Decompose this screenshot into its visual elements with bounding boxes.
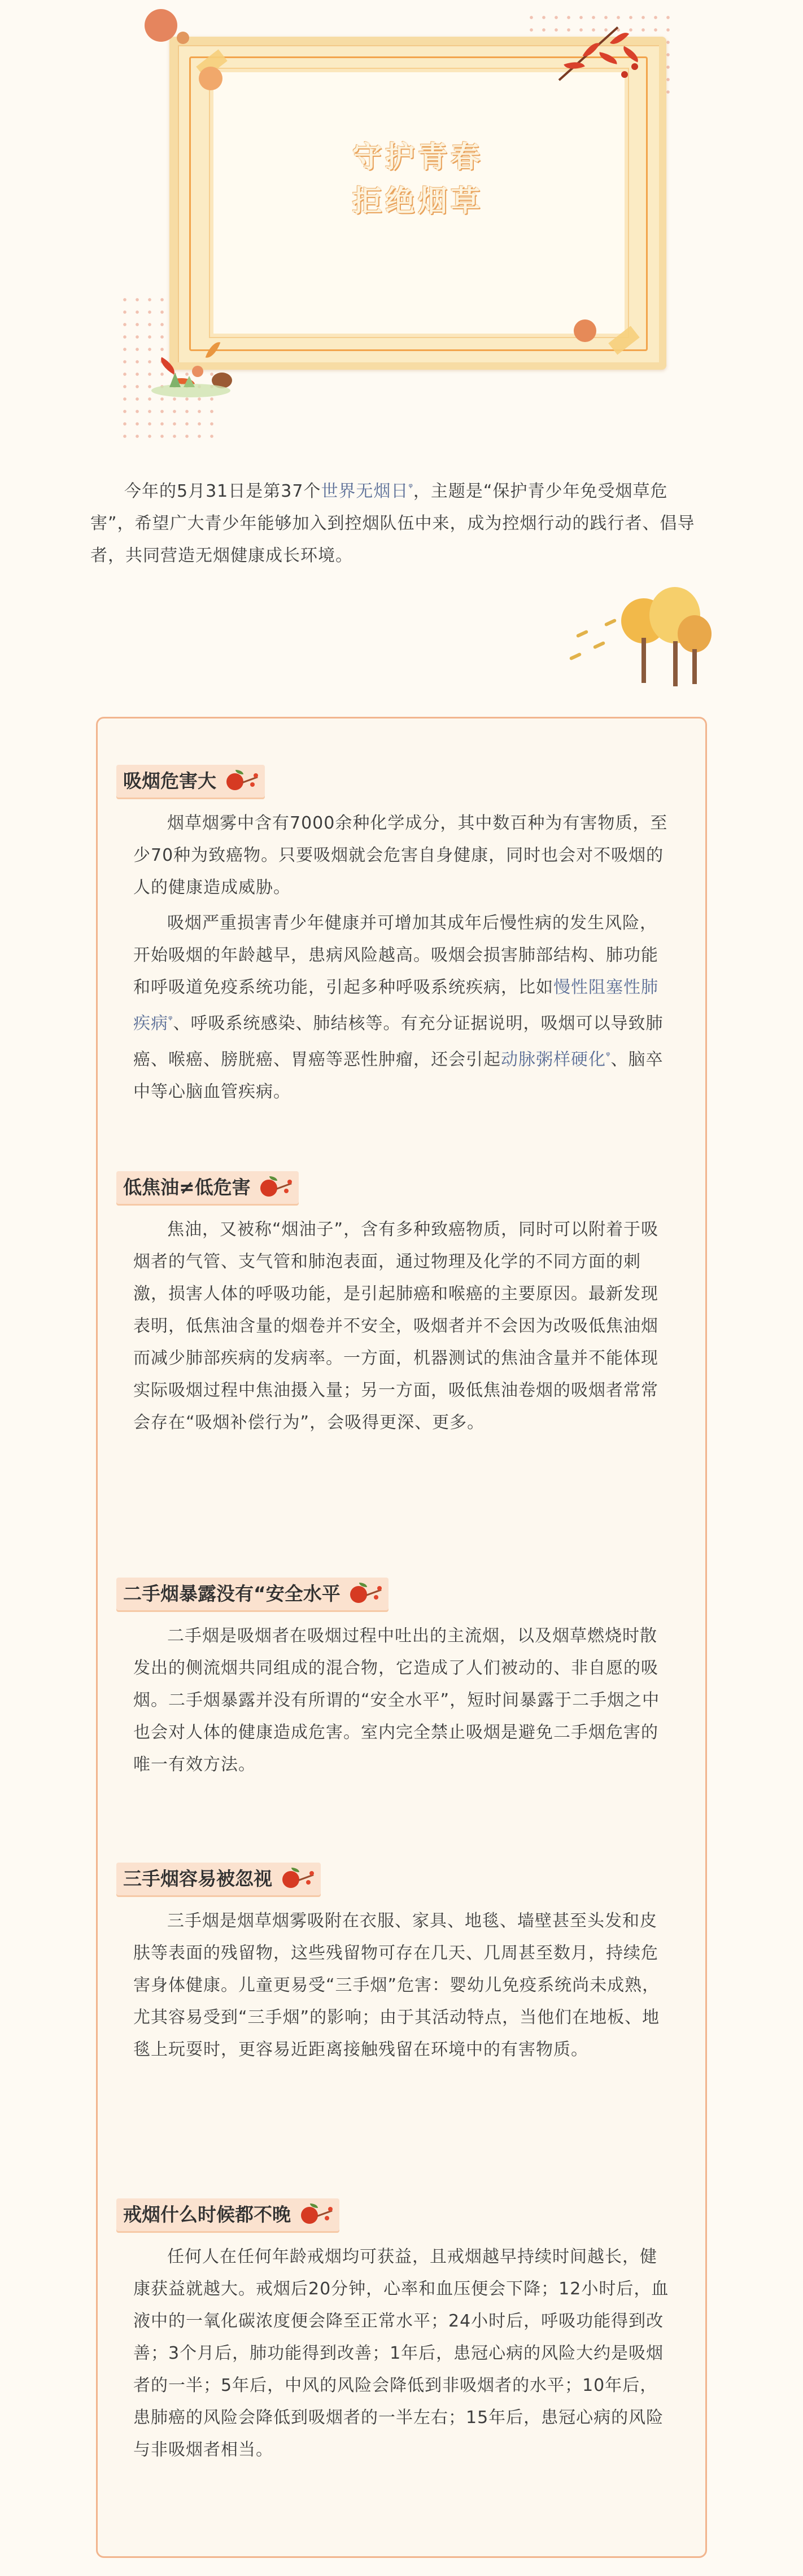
apple-icon	[225, 771, 259, 794]
paragraph-text: 、呼吸系统感染、肺结核等。有充分证据说明，吸烟可以导致肺癌、喉癌、膀胱癌、胃癌等恶性肿瘤，还会引起	[133, 1014, 664, 1070]
paragraph: 焦油，又被称“烟油子”，含有多种致癌物质，同时可以附着于吸烟者的气管、支气管和肺泡表面，通过物理及化学的不同方面的刺激，损害人体的呼吸功能，是引起肺癌和喉癌的主要原因。最新发现表明，低焦油含量的烟卷并不安全，吸烟者并不会因为改吸低焦油烟而减少肺部疾病的发病率。一方面，机器测试的焦油含量并不能体现实际吸烟过程中焦油摄入量；另一方面，吸低焦油卷烟的吸烟者常常会存在“吸烟补偿行为”，会吸得更深、更多。	[133, 1220, 659, 1432]
banner-title	[209, 135, 627, 224]
berry-decoration	[621, 71, 628, 78]
section-title-text: 低焦油≠低危害	[123, 1176, 251, 1198]
grass-decoration	[184, 376, 195, 387]
section-body-thirdhand-smoke	[133, 1905, 670, 2069]
search-icon[interactable]: ᵠ	[168, 1014, 173, 1026]
berry-decoration	[631, 63, 638, 70]
world-no-tobacco-day-link[interactable]: 世界无烟日	[321, 481, 409, 501]
section-title-secondhand-smoke	[116, 1578, 389, 1610]
tree-icon	[678, 615, 712, 652]
leaf-decoration	[576, 630, 588, 638]
tree-trunk	[692, 649, 697, 684]
intro-paragraph	[90, 471, 712, 572]
atherosclerosis-link[interactable]: 动脉粥样硬化	[501, 1050, 606, 1070]
leaf-decoration	[593, 641, 605, 650]
copd-link[interactable]: 慢性阻塞性肺疾病	[133, 978, 658, 1033]
section-title-text: 三手烟容易被忽视	[123, 1868, 272, 1890]
circle-decoration	[177, 32, 189, 44]
section-body-smoking-harm	[133, 807, 670, 1111]
section-title-thirdhand-smoke	[116, 1863, 321, 1895]
apple-icon	[281, 1869, 315, 1891]
section-body-secondhand-smoke	[133, 1620, 670, 1784]
section-title-text: 二手烟暴露没有“安全水平	[123, 1583, 341, 1605]
paragraph: 二手烟是吸烟者在吸烟过程中吐出的主流烟，以及烟草燃烧时散发出的侧流烟共同组成的混合物，它造成了人们被动的、非自愿的吸烟。二手烟暴露并没有所谓的“安全水平”，短时间暴露于二手烟之中也会对人体的健康造成危害。室内完全禁止吸烟是避免二手烟危害的唯一有效方法。	[133, 1626, 660, 1775]
search-icon[interactable]: ᵠ	[606, 1050, 611, 1062]
paragraph-text: 、脑卒中等心脑血管疾病。	[133, 1050, 664, 1102]
grass-decoration	[169, 373, 181, 387]
section-title-low-tar	[116, 1171, 299, 1204]
apple-icon	[349, 1584, 383, 1606]
tree-trunk	[641, 638, 646, 683]
trees-illustration	[565, 587, 712, 689]
section-title-text: 戒烟什么时候都不晚	[123, 2203, 291, 2225]
tree-trunk	[673, 641, 678, 686]
paragraph: 三手烟是烟草烟雾吸附在衣服、家具、地毯、墙壁甚至头发和皮肤等表面的残留物，这些残留物可存在几天、几周甚至数月，持续危害身体健康。儿童更易受“三手烟”危害：婴幼儿免疫系统尚未成熟，尤其容易受到“三手烟”的影响；由于其活动特点，当他们在地板、地毯上玩耍时，更容易近距离接触残留在环境中的有害物质。	[133, 1911, 660, 2060]
paragraph: 烟草烟雾中含有7000余种化学成分，其中数百种为有害物质，至少70种为致癌物。只要吸烟就会危害自身健康，同时也会对不吸烟的人的健康造成威胁。	[133, 813, 668, 897]
circle-decoration	[574, 319, 596, 342]
apple-icon	[259, 1177, 293, 1200]
search-icon[interactable]: ᵠ	[408, 481, 413, 493]
intro-text: ，主题是“保护青少年免受烟草危害”，希望广大青少年能够加入到控烟队伍中来，成为控烟行动的践行者、倡导者，共同营造无烟健康成长环境。	[90, 481, 695, 566]
section-title-smoking-harm	[116, 765, 265, 798]
banner-title-line2: 拒绝烟草	[352, 184, 483, 218]
apple-icon	[300, 2205, 334, 2227]
section-body-low-tar	[133, 1213, 670, 1442]
section-title-quit-smoking	[116, 2198, 339, 2231]
paragraph: 任何人在任何年龄戒烟均可获益，且戒烟越早持续时间越长，健康获益就越大。戒烟后20分钟，心率和血压便会下降；12小时后，血液中的一氧化碳浓度便会降至正常水平；24小时后，呼吸功能得到改善；3个月后，肺功能得到改善；1年后，患冠心病的风险大约是吸烟者的一半；5年后，中风的风险会降低到非吸烟者的水平；10年后，患肺癌的风险会降低到吸烟者的一半左右；15年后，患冠心病的风险与非吸烟者相当。	[133, 2247, 669, 2460]
leaf-decoration	[604, 619, 617, 627]
circle-decoration	[199, 67, 222, 90]
section-body-quit-smoking	[133, 2241, 670, 2469]
intro-text: 今年的5月31日是第37个	[124, 481, 321, 501]
header-banner	[0, 0, 803, 452]
banner-title-line1: 守护青春	[352, 140, 483, 174]
paragraph	[133, 907, 670, 1108]
leaf-decoration	[569, 652, 582, 661]
circle-decoration	[145, 9, 177, 42]
section-title-text: 吸烟危害大	[123, 770, 216, 792]
paragraph-text: 吸烟严重损害青少年健康并可增加其成年后慢性病的发生风险，开始吸烟的年龄越早，患病风险越高。吸烟会损害肺部结构、肺功能和呼吸道免疫系统功能，引起多种呼吸系统疾病，比如	[133, 913, 658, 997]
circle-decoration	[192, 366, 203, 377]
